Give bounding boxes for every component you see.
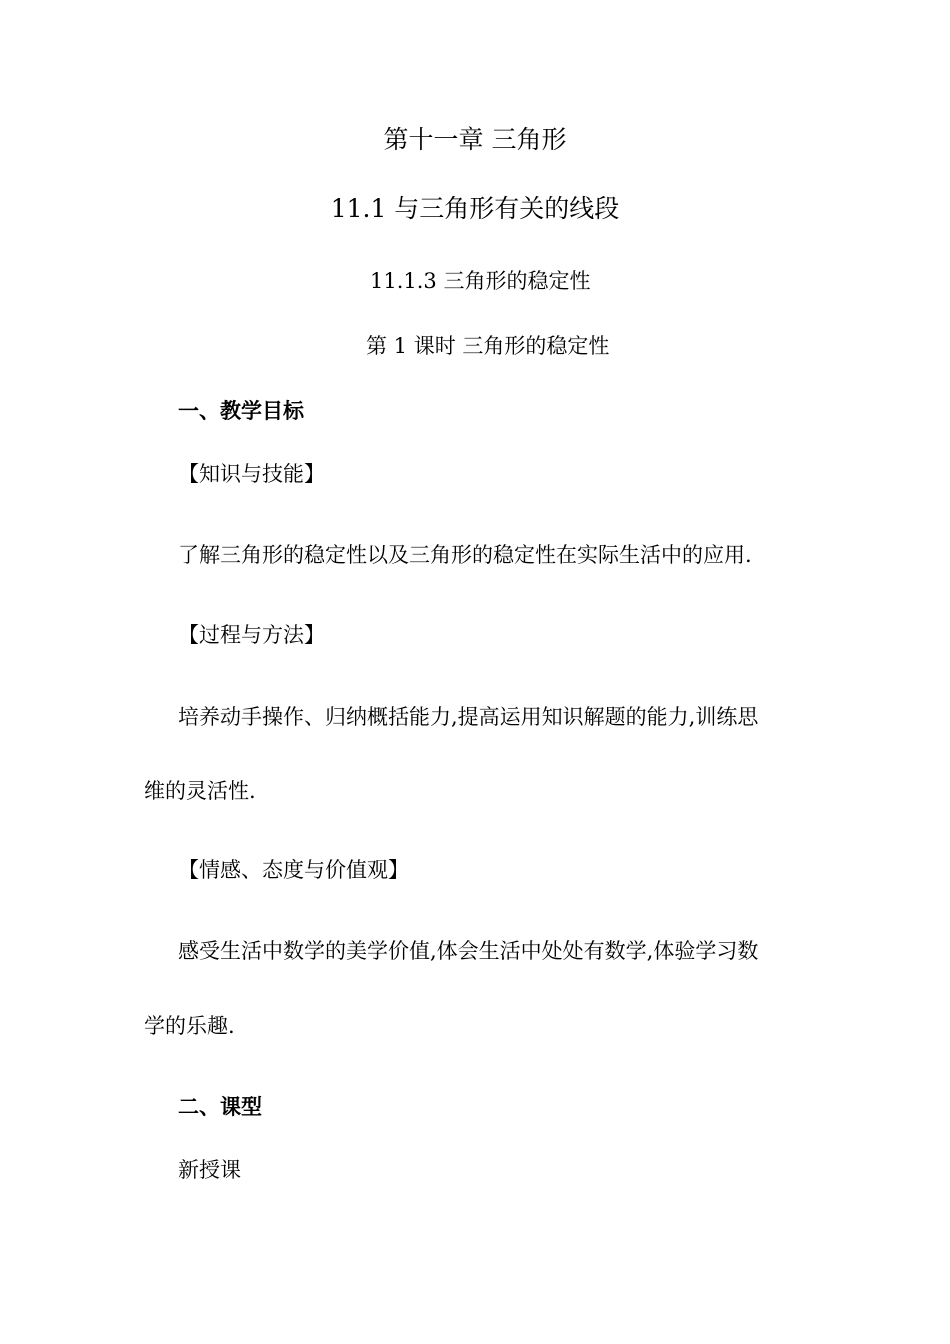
objectives-heading: 一、教学目标 <box>178 398 304 423</box>
section-title: 11.1 与三角形有关的线段 <box>330 194 620 223</box>
process-text-line2: 维的灵活性. <box>144 779 256 803</box>
emotion-label: 【情感、态度与价值观】 <box>178 858 409 882</box>
process-text-line1: 培养动手操作、归纳概括能力,提高运用知识解题的能力,训练思 <box>178 705 759 729</box>
lesson-type-heading: 二、课型 <box>178 1094 262 1119</box>
process-label: 【过程与方法】 <box>178 623 325 647</box>
subsection-title: 11.1.3 三角形的稳定性 <box>370 269 591 293</box>
knowledge-text: 了解三角形的稳定性以及三角形的稳定性在实际生活中的应用. <box>178 543 752 567</box>
knowledge-label: 【知识与技能】 <box>178 462 325 486</box>
chapter-title: 第十一章 三角形 <box>383 125 567 154</box>
emotion-text-line1: 感受生活中数学的美学价值,体会生活中处处有数学,体验学习数 <box>178 939 759 963</box>
lesson-type-value: 新授课 <box>178 1158 241 1182</box>
emotion-text-line2: 学的乐趣. <box>144 1014 235 1038</box>
lesson-title: 第 1 课时 三角形的稳定性 <box>366 334 610 358</box>
